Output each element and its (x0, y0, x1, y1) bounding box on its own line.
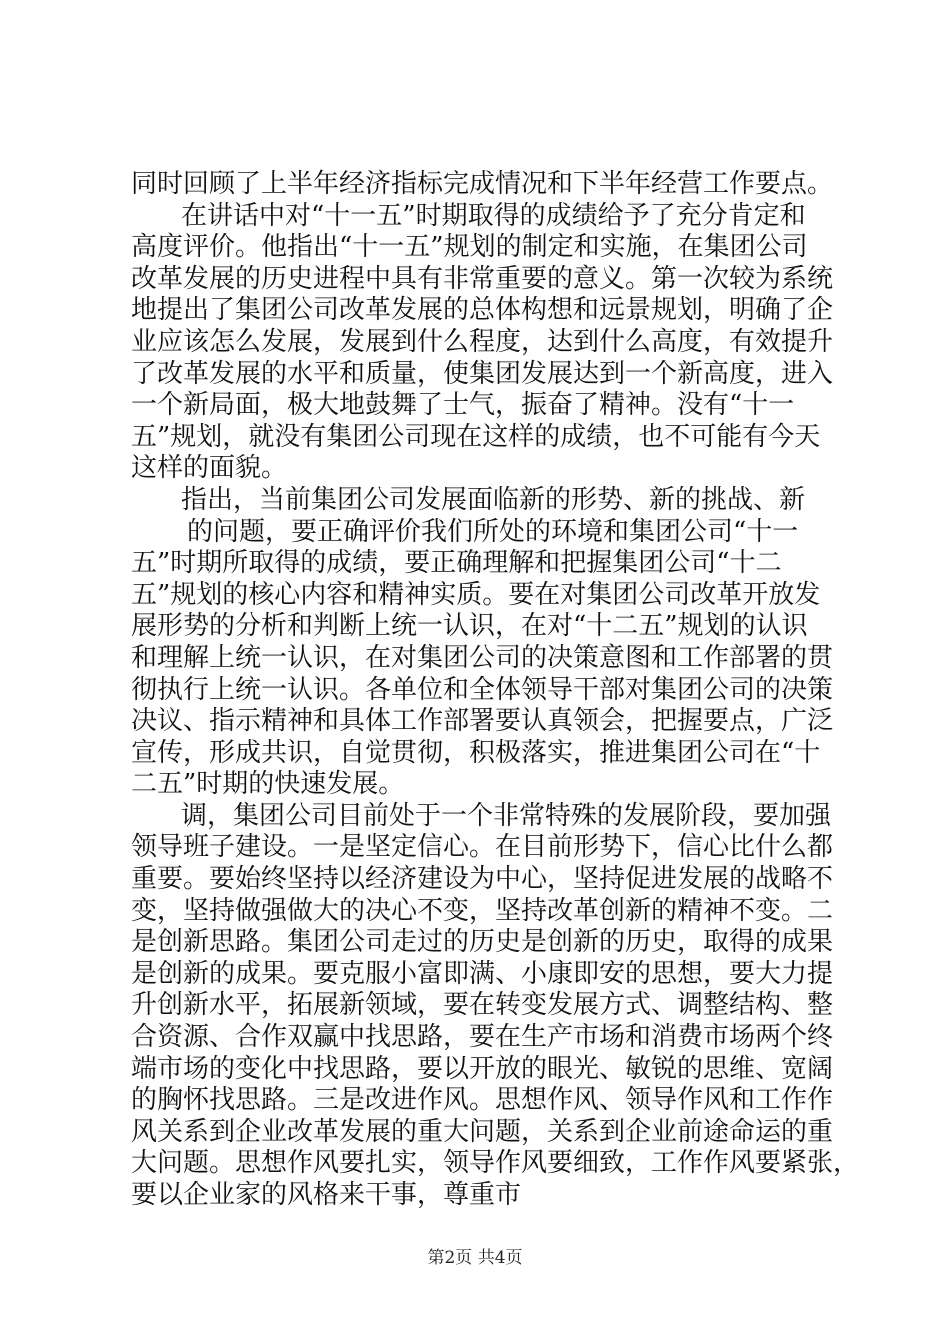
text-line: 改革发展的历史进程中具有非常重要的意义。第一次较为系统 (131, 263, 834, 294)
text-line: 一个新局面，极大地鼓舞了士气，振奋了精神。没有“十一 (131, 390, 795, 421)
text-line: 端市场的变化中找思路，要以开放的眼光、敏锐的思维、宽阔 (131, 1053, 834, 1084)
text-line: 领导班子建设。一是坚定信心。在目前形势下，信心比什么都 (131, 832, 834, 863)
text-line: 五”规划的核心内容和精神实质。要在对集团公司改革开放发 (131, 579, 821, 610)
text-line: 了改革发展的水平和质量，使集团发展达到一个新高度，进入 (131, 358, 834, 389)
text-line: 调，集团公司目前处于一个非常特殊的发展阶段，要加强 (181, 800, 832, 831)
text-line: 五”时期所取得的成绩，要正确理解和把握集团公司“十二 (131, 548, 782, 579)
text-line: 二五”时期的快速发展。 (131, 769, 405, 800)
text-line: 同时回顾了上半年经济指标完成情况和下半年经营工作要点。 (131, 169, 834, 199)
text-line: 彻执行上统一认识。各单位和全体领导干部对集团公司的决策 (131, 674, 834, 705)
text-line: 指出，当前集团公司发展面临新的形势、新的挑战、新 (181, 484, 806, 515)
text-line: 大问题。思想作风要扎实，领导作风要细致，工作作风要紧张， (131, 1148, 860, 1179)
text-line: 决议、指示精神和具体工作部署要认真领会，把握要点，广泛 (131, 706, 834, 737)
page-footer: 第2页 共4页 (427, 1248, 523, 1268)
text-line: 的胸怀找思路。三是改进作风。思想作风、领导作风和工作作 (131, 1085, 834, 1116)
text-line: 业应该怎么发展，发展到什么程度，达到什么高度，有效提升 (131, 326, 834, 357)
text-line: 的问题，要正确评价我们所处的环境和集团公司“十一 (187, 516, 799, 547)
text-line: 是创新的成果。要克服小富即满、小康即安的思想，要大力提 (131, 958, 834, 989)
text-line: 和理解上统一认识，在对集团公司的决策意图和工作部署的贯 (131, 642, 834, 673)
text-line: 宣传，形成共识，自觉贯彻，积极落实，推进集团公司在“十 (131, 737, 821, 768)
text-line: 高度评价。他指出“十一五”规划的制定和实施，在集团公司 (131, 232, 808, 263)
text-line: 地提出了集团公司改革发展的总体构想和远景规划，明确了企 (131, 295, 834, 326)
text-line: 展形势的分析和判断上统一认识，在对“十二五”规划的认识 (131, 611, 808, 642)
text-line: 合资源、合作双赢中找思路，要在生产市场和消费市场两个终 (131, 1022, 834, 1053)
text-line: 这样的面貌。 (131, 453, 288, 484)
text-line: 要以企业家的风格来干事，尊重市 (131, 1180, 522, 1210)
text-line: 五”规划，就没有集团公司现在这样的成绩，也不可能有今天 (131, 421, 821, 452)
text-line: 升创新水平，拓展新领域，要在转变发展方式、调整结构、整 (131, 990, 834, 1021)
text-line: 是创新思路。集团公司走过的历史是创新的历史，取得的成果 (131, 927, 834, 958)
text-line: 变，坚持做强做大的决心不变，坚持改革创新的精神不变。二 (131, 895, 834, 926)
text-line: 风关系到企业改革发展的重大问题，关系到企业前途命运的重 (131, 1116, 834, 1147)
text-line: 重要。要始终坚持以经济建设为中心，坚持促进发展的战略不 (131, 864, 834, 895)
body-text (131, 169, 860, 1212)
text-line: 在讲话中对“十一五”时期取得的成绩给予了充分肯定和 (181, 200, 806, 231)
